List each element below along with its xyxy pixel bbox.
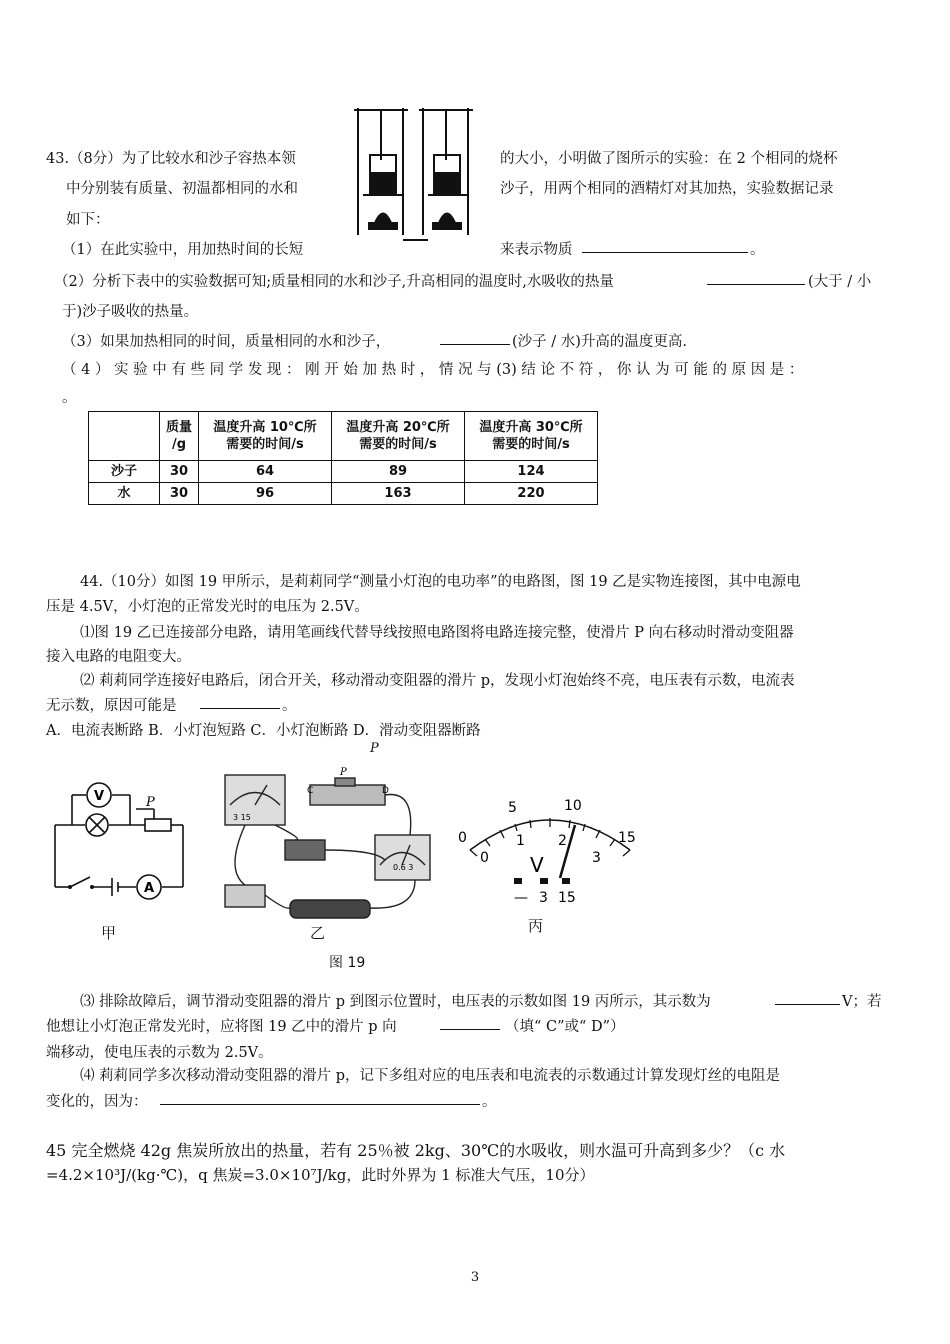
table-header-cell: 质量 /g — [160, 412, 199, 461]
dial-bottom-0: 0 — [480, 850, 489, 866]
svg-text:P: P — [340, 767, 347, 778]
figure-label-yi: 乙 — [310, 924, 326, 942]
figure-label-bing: 丙 — [528, 917, 544, 935]
figure-caption: 图 19 — [329, 955, 366, 971]
q44-options: A．电流表断路 B．小灯泡短路 C．小灯泡断路 D．滑动变阻器断路 — [46, 723, 481, 739]
table-cell: 30 — [160, 461, 199, 483]
q44-step4-end: 。 — [482, 1094, 497, 1110]
table-cell: 89 — [332, 461, 465, 483]
q43-part2-a: （2）分析下表中的实验数据可知;质量相同的水和沙子,升高相同的温度时,水吸收的热量 — [54, 274, 614, 290]
table-cell: 30 — [160, 483, 199, 505]
table-header-cell: 温度升高 20℃所 需要的时间/s — [332, 412, 465, 461]
page-number: 3 — [470, 1270, 480, 1285]
q43-part2-c: 于)沙子吸收的热量。 — [62, 304, 199, 320]
table-cell: 沙子 — [89, 461, 160, 483]
q44-step3-b: V；若 — [842, 994, 882, 1010]
q44-step3-a: ⑶ 排除故障后，调节滑动变阻器的滑片 p 到图示位置时，电压表的示数如图 19 丙所示，其示数为 — [80, 994, 711, 1010]
q44-step3-c: 他想让小灯泡正常发光时，应将图 19 乙中的滑片 p 向 — [46, 1019, 397, 1035]
dial-bottom-1: 1 — [516, 833, 525, 849]
ammeter-symbol: A — [143, 881, 155, 896]
table-row — [89, 483, 598, 505]
dial-terminal-15: 15 — [558, 890, 576, 906]
q43-line1b: 的大小，小明做了图所示的实验：在 2 个相同的烧杯 — [500, 151, 838, 167]
q43-part1-answer[interactable] — [582, 238, 748, 257]
q45-line2: =4.2×10³J/(kg·℃)，q 焦炭=3.0×10⁷J/kg，此时外界为 1 标准大气压，10分） — [46, 1166, 595, 1184]
q43-part3-a: （3）如果加热相同的时间，质量相同的水和沙子， — [62, 334, 391, 350]
svg-text:3 15: 3 15 — [233, 813, 251, 822]
table-cell: 124 — [465, 461, 598, 483]
q44-step2-answer[interactable] — [200, 694, 280, 713]
dial-top-5: 5 — [508, 800, 517, 816]
q44-step2-a: ⑵ 莉莉同学连接好电路后，闭合开关，移动滑动变阻器的滑片 p，发现小灯泡始终不亮，电压表有示数，电流表 — [80, 673, 795, 689]
table-cell: 96 — [199, 483, 332, 505]
dial-top-0: 0 — [458, 830, 467, 846]
table-header-cell: 温度升高 30℃所 需要的时间/s — [465, 412, 598, 461]
q43-part4-end: 。 — [62, 390, 77, 406]
table-header-cell — [89, 412, 160, 461]
q43-part1-label: （1）在此实验中，用加热时间的长短 — [62, 242, 304, 258]
svg-text:0.6 3: 0.6 3 — [393, 863, 414, 872]
dial-bottom-3: 3 — [592, 850, 601, 866]
q43-part1-mid: 来表示物质 — [500, 242, 573, 258]
q43-part2-b: (大于 / 小 — [808, 274, 872, 290]
dial-bottom-2: 2 — [558, 833, 567, 849]
svg-text:C: C — [307, 786, 314, 796]
q44-step2-end: 。 — [282, 698, 297, 714]
q43-part3-b: (沙子 / 水)升高的温度更高. — [512, 334, 688, 350]
q44-step3-e: 端移动，使电压表的示数为 2.5V。 — [46, 1045, 273, 1061]
q44-step3-answer1[interactable] — [775, 990, 840, 1009]
dial-top-15: 15 — [618, 830, 636, 846]
q44-step2-b: 无示数，原因可能是 — [46, 698, 177, 714]
circuit-diagram-jia — [50, 775, 190, 900]
q43-line2b: 沙子，用两个相同的酒精灯对其加热，实验数据记录 — [500, 181, 834, 197]
q43-part4: （ 4 ） 实 验 中 有 些 同 学 发 现 ： 刚 开 始 加 热 时 ， 情 况 与 (3) 结 论 不 符 ， 你 认 为 可 能 的 原 因 是 ： — [62, 362, 804, 378]
q43-line1a: 43.（8分）为了比较水和沙子容热本领 — [46, 151, 296, 167]
q45-line1: 45 完全燃烧 42g 焦炭所放出的热量，若有 25％被 2kg、30℃的水吸收，则水温可升高到多少？（c 水 — [46, 1141, 786, 1160]
dial-top-10: 10 — [564, 798, 582, 814]
voltmeter-symbol: V — [93, 789, 105, 804]
q43-data-table — [88, 411, 598, 505]
q44-step4-a: ⑷ 莉莉同学多次移动滑动变阻器的滑片 p，记下多组对应的电压表和电流表的示数通过计算发现灯丝的电阻是 — [80, 1068, 780, 1084]
figure-p-label: P — [370, 741, 379, 756]
q43-part1-end: 。 — [750, 242, 765, 258]
table-row — [89, 461, 598, 483]
q44-step4-answer[interactable] — [160, 1090, 480, 1109]
q44-step4-b: 变化的，因为： — [46, 1094, 148, 1110]
voltmeter-dial-bing — [450, 790, 650, 915]
dial-terminal-3: 3 — [539, 890, 548, 906]
table-header-cell: 温度升高 10℃所 需要的时间/s — [199, 412, 332, 461]
slider-p-symbol: P — [146, 795, 155, 810]
q44-intro1: 44.（10分）如图 19 甲所示，是莉莉同学“测量小灯泡的电功率”的电路图，图 19 乙是实物连接图，其中电源电 — [80, 574, 801, 590]
dial-terminal-neg: — — [514, 890, 528, 906]
q43-part3-answer[interactable] — [440, 330, 510, 349]
q43-line3: 如下： — [66, 212, 110, 228]
table-cell: 220 — [465, 483, 598, 505]
dial-unit: V — [530, 853, 544, 877]
svg-text:D: D — [382, 786, 389, 796]
table-cell: 163 — [332, 483, 465, 505]
table-cell: 水 — [89, 483, 160, 505]
q43-line2a: 中分别装有质量、初温都相同的水和 — [66, 181, 298, 197]
q44-step1-b: 接入电路的电阻变大。 — [46, 649, 191, 665]
q44-step3-d: （填“ C”或“ D”） — [505, 1019, 625, 1035]
q43-part2-answer[interactable] — [707, 270, 805, 289]
q44-step3-answer2[interactable] — [440, 1015, 500, 1034]
q44-step1-a: ⑴图 19 乙已连接部分电路，请用笔画线代替导线按照电路图将电路连接完整，使滑片 P 向右移动时滑动变阻器 — [80, 625, 794, 641]
figure-label-jia: 甲 — [101, 924, 117, 942]
heating-apparatus-figure — [348, 100, 498, 242]
wiring-photo-yi — [215, 760, 445, 920]
q44-intro2: 压是 4.5V，小灯泡的正常发光时的电压为 2.5V。 — [46, 599, 369, 615]
table-header-row — [89, 412, 598, 461]
table-cell: 64 — [199, 461, 332, 483]
